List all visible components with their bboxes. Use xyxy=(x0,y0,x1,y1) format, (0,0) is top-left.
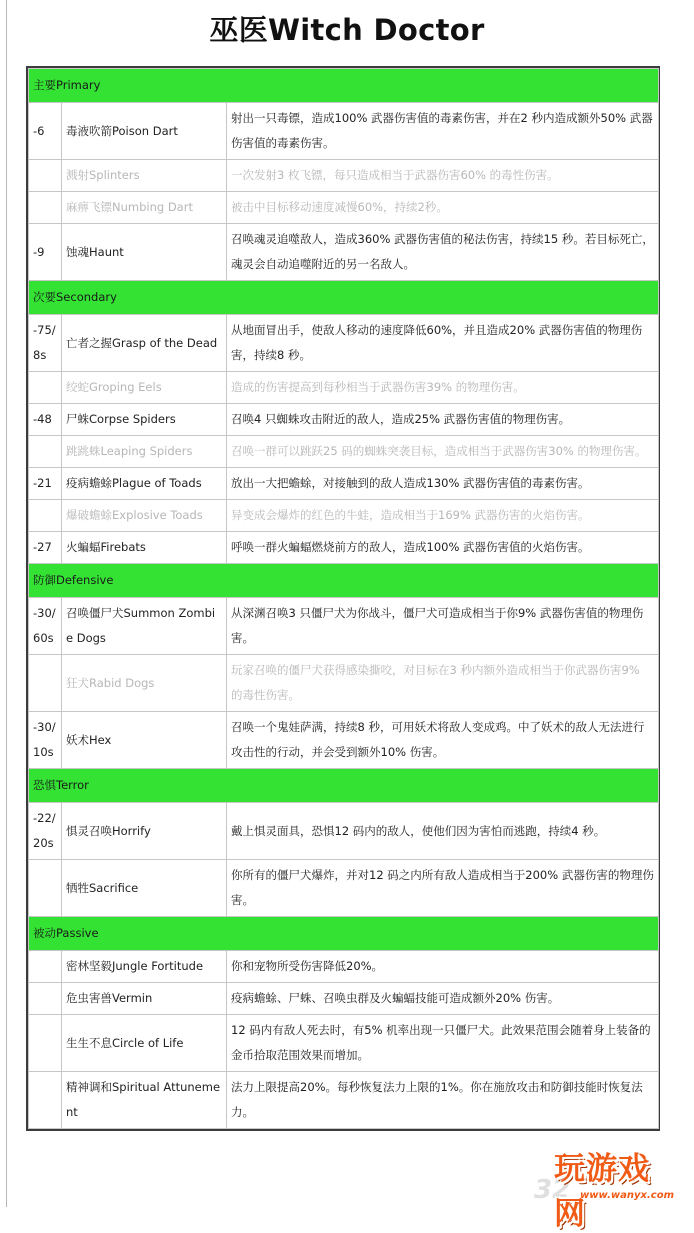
skill-row xyxy=(29,103,659,160)
description-cell: 被击中目标移动速度减慢60%，持续2秒。 xyxy=(227,192,659,224)
rune-row xyxy=(29,655,659,712)
skill-name-cell: 惧灵召唤Horrify xyxy=(62,803,227,860)
left-rule xyxy=(6,0,7,1207)
skill-name-cell: 精神调和Spiritual Attunement xyxy=(62,1072,227,1129)
cost-cell xyxy=(29,436,62,468)
skill-name-cell: 生生不息Circle of Life xyxy=(62,1015,227,1072)
skill-row xyxy=(29,1015,659,1072)
description-cell: 放出一大把蟾蜍，对接触到的敌人造成130% 武器伤害值的毒素伤害。 xyxy=(227,468,659,500)
skill-name-cell: 火蝙蝠Firebats xyxy=(62,532,227,564)
skill-row xyxy=(29,315,659,372)
skill-name-cell: 狂犬Rabid Dogs xyxy=(62,655,227,712)
section-header-row xyxy=(29,69,659,103)
watermark-number: 32 xyxy=(534,1175,571,1205)
section-header: 主要Primary xyxy=(29,69,659,103)
cost-cell: -30/60s xyxy=(29,598,62,655)
cost-cell xyxy=(29,655,62,712)
description-cell: 召唤魂灵追噬敌人，造成360% 武器伤害值的秘法伤害，持续15 秒。若目标死亡，魂灵会自动追噬附近的另一名敌人。 xyxy=(227,224,659,281)
section-header-row xyxy=(29,917,659,951)
skill-name-cell: 毒液吹箭Poison Dart xyxy=(62,103,227,160)
description-cell: 造成的伤害提高到每秒相当于武器伤害39% 的物理伤害。 xyxy=(227,372,659,404)
description-cell: 召唤一群可以跳跃25 码的蜘蛛突袭目标，造成相当于武器伤害30% 的物理伤害。 xyxy=(227,436,659,468)
cost-cell: -21 xyxy=(29,468,62,500)
section-header: 次要Secondary xyxy=(29,281,659,315)
skill-row xyxy=(29,951,659,983)
watermark-logo xyxy=(534,1141,688,1232)
cost-cell: -6 xyxy=(29,103,62,160)
rune-row xyxy=(29,372,659,404)
watermark xyxy=(534,1141,688,1232)
description-cell: 法力上限提高20%。每秒恢复法力上限的1%。你在施放攻击和防御技能时恢复法力。 xyxy=(227,1072,659,1129)
skills-table-container xyxy=(26,66,660,1131)
description-cell: 召唤4 只蜘蛛攻击附近的敌人，造成25% 武器伤害值的物理伤害。 xyxy=(227,404,659,436)
description-cell: 一次发射3 枚飞镖，每只造成相当于武器伤害60% 的毒性伤害。 xyxy=(227,160,659,192)
section-header-row xyxy=(29,769,659,803)
cost-cell xyxy=(29,500,62,532)
page-title: 巫医Witch Doctor xyxy=(209,13,485,47)
description-cell: 射出一只毒镖，造成100% 武器伤害值的毒素伤害，并在2 秒内造成额外50% 武器伤害值的毒素伤害。 xyxy=(227,103,659,160)
description-cell: 玩家召唤的僵尸犬获得感染撕咬，对目标在3 秒内额外造成相当于你武器伤害9% 的毒性伤害。 xyxy=(227,655,659,712)
section-header: 恐惧Terror xyxy=(29,769,659,803)
description-cell: 召唤一个鬼娃萨满，持续8 秒，可用妖术将敌人变成鸡。中了妖术的敌人无法进行攻击性的行动，并会受到额外10% 伤害。 xyxy=(227,712,659,769)
section-header-row xyxy=(29,564,659,598)
skill-row xyxy=(29,598,659,655)
skill-row xyxy=(29,803,659,860)
cost-cell: -22/20s xyxy=(29,803,62,860)
description-cell: 戴上惧灵面具，恐惧12 码内的敌人，使他们因为害怕而逃跑，持续4 秒。 xyxy=(227,803,659,860)
cost-cell xyxy=(29,1072,62,1129)
cost-cell xyxy=(29,860,62,917)
section-header: 被动Passive xyxy=(29,917,659,951)
rune-row xyxy=(29,192,659,224)
rune-row xyxy=(29,160,659,192)
skill-name-cell: 召唤僵尸犬Summon Zombie Dogs xyxy=(62,598,227,655)
skill-name-cell: 亡者之握Grasp of the Dead xyxy=(62,315,227,372)
skill-row xyxy=(29,532,659,564)
skill-row xyxy=(29,404,659,436)
skill-row xyxy=(29,860,659,917)
cost-cell xyxy=(29,1015,62,1072)
description-cell: 从地面冒出手，使敌人移动的速度降低60%，并且造成20% 武器伤害值的物理伤害，持续8 秒。 xyxy=(227,315,659,372)
description-cell: 你所有的僵尸犬爆炸，并对12 码之内所有敌人造成相当于200% 武器伤害的物理伤害。 xyxy=(227,860,659,917)
skills-table xyxy=(28,68,659,1129)
skill-name-cell: 牺牲Sacrifice xyxy=(62,860,227,917)
skill-row xyxy=(29,983,659,1015)
cost-cell: -9 xyxy=(29,224,62,281)
description-cell: 从深渊召唤3 只僵尸犬为你战斗，僵尸犬可造成相当于你9% 武器伤害值的物理伤害。 xyxy=(227,598,659,655)
skill-row xyxy=(29,224,659,281)
description-cell: 异变成会爆炸的红色的牛蛙，造成相当于169% 武器伤害的火焰伤害。 xyxy=(227,500,659,532)
skill-name-cell: 蚀魂Haunt xyxy=(62,224,227,281)
cost-cell xyxy=(29,983,62,1015)
cost-cell: -75/8s xyxy=(29,315,62,372)
skill-name-cell: 疫病蟾蜍Plague of Toads xyxy=(62,468,227,500)
skill-name-cell: 密林坚毅Jungle Fortitude xyxy=(62,951,227,983)
description-cell: 你和宠物所受伤害降低20%。 xyxy=(227,951,659,983)
watermark-url: www.wanyx.com xyxy=(580,1190,674,1201)
cost-cell: -30/10s xyxy=(29,712,62,769)
skill-name-cell: 麻痹飞镖Numbing Dart xyxy=(62,192,227,224)
section-header: 防御Defensive xyxy=(29,564,659,598)
description-cell: 呼唤一群火蝙蝠燃烧前方的敌人，造成100% 武器伤害值的火焰伤害。 xyxy=(227,532,659,564)
cost-cell: -48 xyxy=(29,404,62,436)
description-cell: 12 码内有敌人死去时，有5% 机率出现一只僵尸犬。此效果范围会随着身上装备的金币拾取范围效果而增加。 xyxy=(227,1015,659,1072)
skill-row xyxy=(29,1072,659,1129)
skill-row xyxy=(29,712,659,769)
skill-name-cell: 尸蛛Corpse Spiders xyxy=(62,404,227,436)
skill-name-cell: 妖术Hex xyxy=(62,712,227,769)
section-header-row xyxy=(29,281,659,315)
skill-name-cell: 爆破蟾蜍Explosive Toads xyxy=(62,500,227,532)
cost-cell xyxy=(29,192,62,224)
cost-cell: -27 xyxy=(29,532,62,564)
skill-row xyxy=(29,468,659,500)
watermark-brand: 玩游戏网 xyxy=(554,1151,650,1232)
skill-name-cell: 绞蛇Groping Eels xyxy=(62,372,227,404)
skill-name-cell: 跳跳蛛Leaping Spiders xyxy=(62,436,227,468)
cost-cell xyxy=(29,372,62,404)
skill-name-cell: 溅射Splinters xyxy=(62,160,227,192)
rune-row xyxy=(29,436,659,468)
skill-name-cell: 危虫害兽Vermin xyxy=(62,983,227,1015)
cost-cell xyxy=(29,160,62,192)
description-cell: 疫病蟾蜍、尸蛛、召唤虫群及火蝙蝠技能可造成额外20% 伤害。 xyxy=(227,983,659,1015)
skills-table-body xyxy=(29,69,659,1129)
rune-row xyxy=(29,500,659,532)
cost-cell xyxy=(29,951,62,983)
